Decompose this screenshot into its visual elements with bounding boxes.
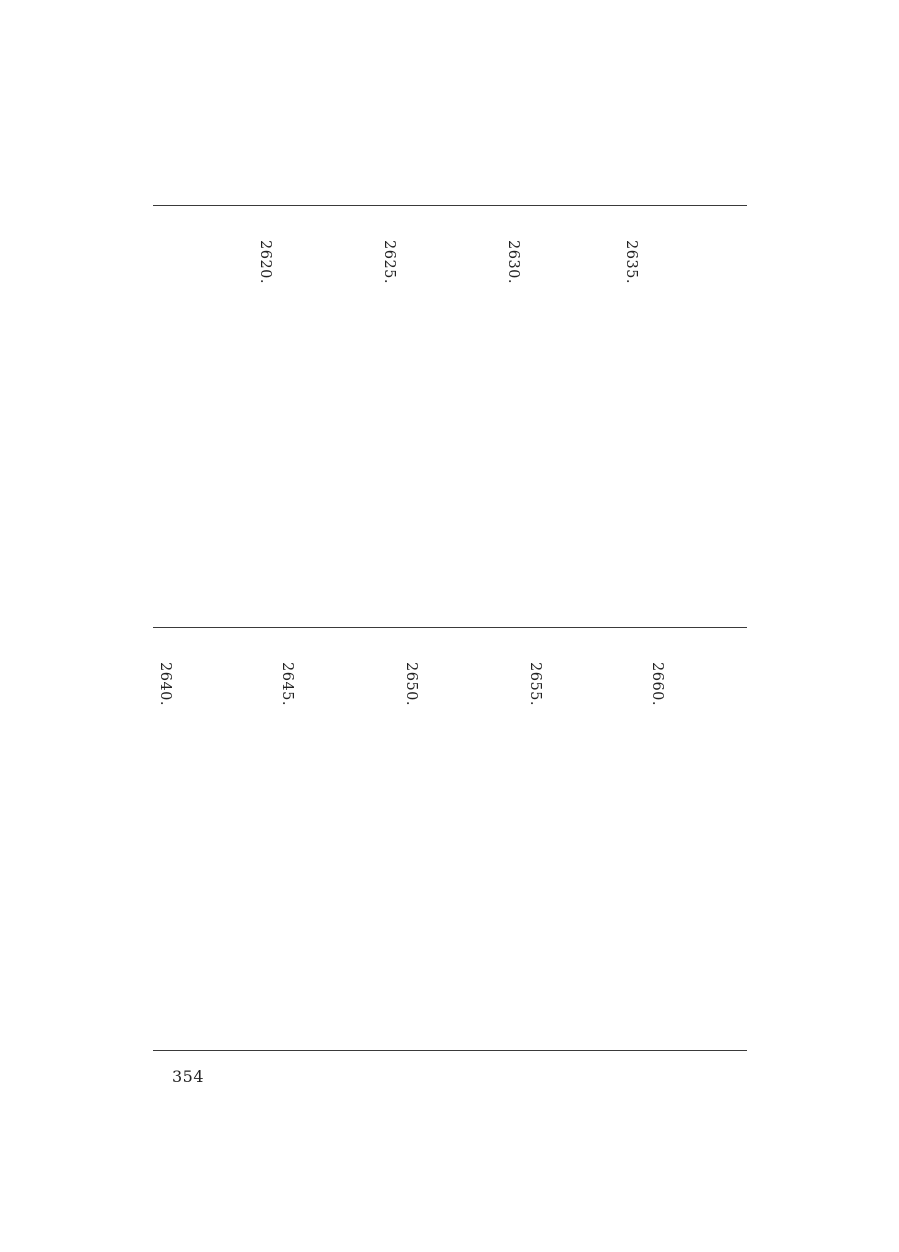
line-number-2655: 2655.	[527, 662, 543, 707]
top-rule	[153, 205, 747, 206]
upper-text-block	[153, 240, 747, 440]
lower-text-block	[153, 662, 747, 862]
line-number-2625: 2625.	[381, 240, 397, 285]
line-number-2645: 2645.	[279, 662, 295, 707]
mongolian-columns-upper	[153, 288, 747, 438]
line-number-2620: 2620.	[257, 240, 273, 285]
page-number: 354	[172, 1067, 205, 1086]
line-number-2660: 2660.	[649, 662, 665, 707]
line-number-2635: 2635.	[623, 240, 639, 285]
mongolian-columns-lower	[153, 710, 747, 860]
line-number-2650: 2650.	[403, 662, 419, 707]
bottom-rule	[153, 1050, 747, 1051]
line-number-2630: 2630.	[505, 240, 521, 285]
line-number-2640: 2640.	[157, 662, 173, 707]
middle-rule	[153, 627, 747, 628]
